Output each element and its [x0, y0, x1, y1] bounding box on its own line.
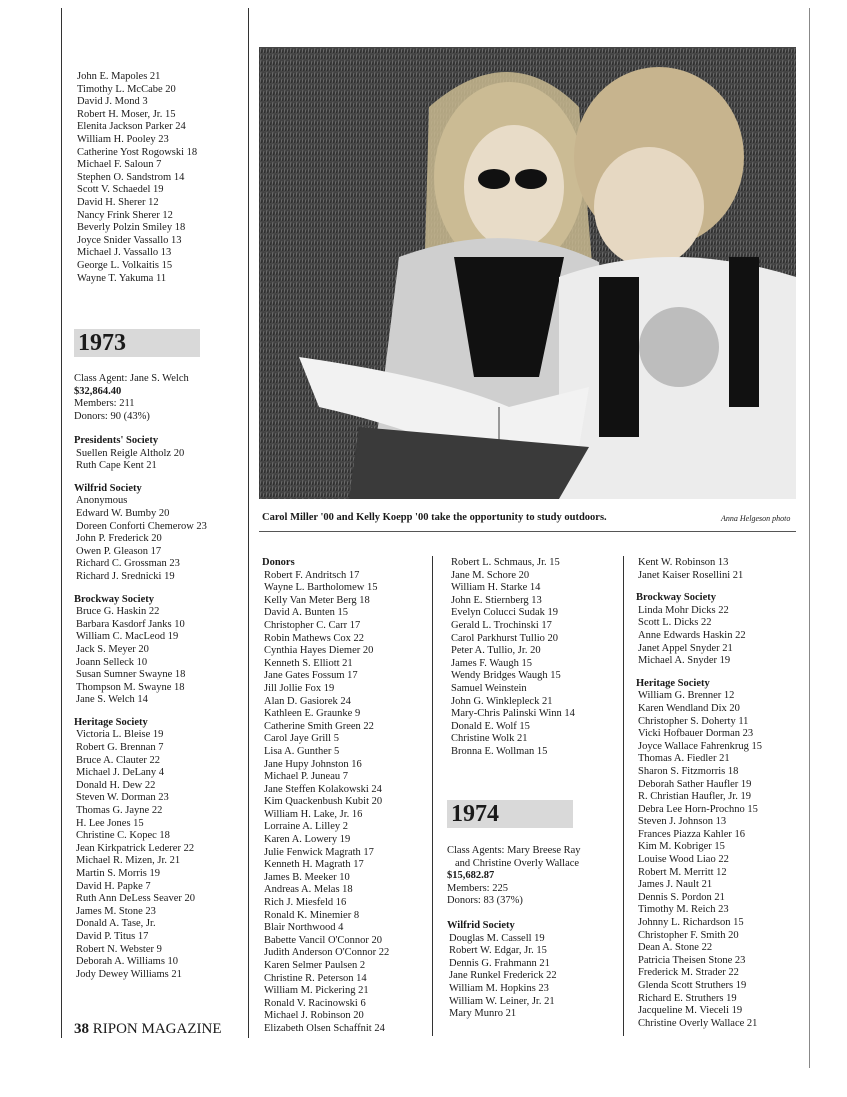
- brockway-society-list: [636, 605, 762, 668]
- list-item: Richard J. Srednicki 19: [76, 570, 175, 582]
- list-item: Owen P. Gleason 17: [76, 545, 162, 557]
- list-item: Carol Parkhurst Tullio 20: [451, 632, 559, 644]
- presidents-society-heading: Presidents' Society: [74, 435, 159, 446]
- list-item: Christine Wolk 21: [451, 733, 528, 745]
- list-item: Ruth Cape Kent 21: [76, 460, 157, 472]
- list-item: Thompson M. Swayne 18: [76, 681, 185, 693]
- list-item: Susan Sumner Swayne 18: [76, 669, 186, 681]
- list-item: David H. Sherer 12: [77, 196, 159, 208]
- list-item: Linda Mohr Dicks 22: [638, 604, 729, 616]
- list-item: Michael P. Juneau 7: [264, 771, 348, 783]
- list-item: Kenneth H. Magrath 17: [264, 859, 364, 871]
- list-item: Kim Quackenbush Kubit 20: [264, 796, 383, 808]
- list-item: Ronald V. Racinowski 6: [264, 997, 366, 1009]
- heritage-society-list: [636, 690, 762, 1030]
- list-item: Christopher F. Smith 20: [638, 929, 739, 941]
- list-item: Bronna E. Wollman 15: [451, 745, 548, 757]
- list-item: R. Christian Haufler, Jr. 19: [638, 791, 752, 803]
- class-1974-col4: [636, 557, 762, 1030]
- list-item: Karen A. Lowery 19: [264, 834, 351, 846]
- list-item: Donald E. Wolf 15: [451, 720, 530, 732]
- list-item: Robert G. Brennan 7: [76, 742, 164, 754]
- list-item: John P. Frederick 20: [76, 533, 162, 545]
- list-item: Thomas G. Jayne 22: [76, 805, 163, 817]
- list-item: David P. Titus 17: [76, 930, 149, 942]
- list-item: James B. Meeker 10: [264, 871, 350, 883]
- list-item: Doreen Conforti Chemerow 23: [76, 520, 207, 532]
- class-total-amount: $15,682.87: [447, 870, 495, 882]
- list-item: Jacqueline M. Vieceli 19: [638, 1005, 743, 1017]
- list-item: Debra Lee Horn-Prochno 15: [638, 803, 758, 815]
- year-1974-box: [447, 800, 573, 828]
- brockway-society-list: [74, 606, 207, 707]
- brockway-society-heading: Brockway Society: [636, 592, 717, 604]
- list-item: Rich J. Miesfeld 16: [264, 897, 347, 909]
- year-1973-box: [74, 329, 200, 357]
- list-item: James F. Waugh 15: [451, 657, 532, 669]
- list-item: Wendy Bridges Waugh 15: [451, 670, 561, 682]
- heritage-society-list: [74, 729, 207, 981]
- brockway-society-heading: Brockway Society: [74, 593, 155, 605]
- presidents-society-list: [74, 448, 207, 473]
- list-item: Blair Northwood 4: [264, 922, 344, 934]
- members-count: Members: 225: [447, 882, 508, 894]
- class-1974-info: [447, 845, 581, 908]
- list-item: William G. Brenner 12: [638, 690, 735, 702]
- class-1973-donors-continued: [449, 557, 575, 759]
- list-item: Christine R. Peterson 14: [264, 972, 367, 984]
- list-item: Michael A. Snyder 19: [638, 655, 731, 667]
- list-item: Dennis G. Frahmann 21: [449, 957, 550, 969]
- list-item: Robert W. Edgar, Jr. 15: [449, 945, 547, 957]
- list-item: Steven W. Dorman 23: [76, 792, 169, 804]
- list-item: Evelyn Colucci Sudak 19: [451, 607, 559, 619]
- list-item: David J. Mond 3: [77, 96, 148, 108]
- list-item: Christine C. Kopec 18: [76, 830, 170, 842]
- list-item: Nancy Frink Sherer 12: [77, 209, 173, 221]
- list-item: Timothy M. Reich 23: [638, 904, 729, 916]
- list-item: Catherine Yost Rogowski 18: [77, 146, 198, 158]
- list-item: Kent W. Robinson 13: [638, 557, 729, 568]
- column-rule-left: [61, 8, 62, 1038]
- list-item: Elenita Jackson Parker 24: [77, 121, 186, 133]
- list-item: Beverly Polzin Smiley 18: [77, 222, 186, 234]
- donors-count: Donors: 83 (37%): [447, 895, 523, 907]
- list-item: Johnny L. Richardson 15: [638, 917, 744, 929]
- column-rule-2: [432, 556, 433, 1036]
- list-item: H. Lee Jones 15: [76, 817, 144, 829]
- list-item: Christopher S. Doherty 11: [638, 715, 749, 727]
- list-item: Joyce Wallace Fahrenkrug 15: [638, 740, 763, 752]
- list-item: Peter A. Tullio, Jr. 20: [451, 645, 541, 657]
- list-item: Karen Selmer Paulsen 2: [264, 960, 366, 971]
- list-item: Steven J. Johnson 13: [638, 816, 727, 828]
- column-rule-3: [623, 556, 624, 1036]
- wilfrid-society-list-continued: [636, 557, 762, 582]
- list-item: Jack S. Meyer 20: [76, 643, 149, 655]
- list-item: Christopher C. Carr 17: [264, 619, 361, 631]
- list-item: Douglas M. Cassell 19: [449, 932, 545, 944]
- list-item: Jane M. Schore 20: [451, 569, 530, 581]
- list-item: William M. Pickering 21: [264, 985, 369, 997]
- donors-heading: Donors: [262, 557, 295, 568]
- list-item: Robert H. Moser, Jr. 15: [77, 108, 176, 120]
- wilfrid-society-list: [447, 933, 557, 1021]
- heritage-society-heading: Heritage Society: [636, 677, 710, 689]
- list-item: Scott V. Schaedel 19: [77, 184, 164, 196]
- list-item: Kelly Van Meter Berg 18: [264, 594, 370, 606]
- list-item: Jane Hupy Johnston 16: [264, 758, 362, 770]
- members-count: Members: 211: [74, 398, 135, 410]
- list-item: Jane Gates Fossum 17: [264, 670, 358, 682]
- photo-image: [259, 47, 796, 499]
- list-item: Thomas A. Fiedler 21: [638, 753, 730, 765]
- donors-list-continued: [449, 557, 575, 759]
- list-item: Samuel Weinstein: [451, 682, 527, 694]
- list-item: George L. Volkaitis 15: [77, 259, 173, 271]
- list-item: John E. Stiernberg 13: [451, 594, 542, 606]
- list-item: Patricia Theisen Stone 23: [638, 954, 746, 966]
- list-item: Frederick M. Strader 22: [638, 967, 739, 979]
- list-item: Robert F. Andritsch 17: [264, 569, 360, 581]
- class-agents-line-2: and Christine Overly Wallace: [455, 857, 580, 869]
- year-1974-heading: 1974: [451, 801, 499, 827]
- class-1973-info: [74, 373, 189, 423]
- list-item: Catherine Smith Green 22: [264, 720, 374, 732]
- list-item: Robin Mathews Cox 22: [264, 632, 365, 644]
- heritage-society-heading: Heritage Society: [74, 716, 148, 728]
- class-1973-societies: [74, 435, 207, 981]
- list-item: Stephen O. Sandstrom 14: [77, 171, 185, 183]
- list-item: John G. Winklepleck 21: [451, 695, 553, 707]
- list-item: Michael R. Mizen, Jr. 21: [76, 855, 181, 867]
- list-item: Kim M. Kobriger 15: [638, 841, 725, 853]
- year-1973-heading: 1973: [78, 330, 126, 356]
- class-1973-donors: [262, 557, 389, 1036]
- class-1972-continued-list: [75, 71, 197, 285]
- wilfrid-society-list: [74, 495, 207, 583]
- list-item: Ruth Ann DeLess Seaver 20: [76, 893, 195, 905]
- list-item: Ronald K. Minemier 8: [264, 909, 360, 921]
- list-item: Donald A. Tase, Jr.: [76, 918, 156, 930]
- page-edge-right: [809, 8, 810, 1068]
- photo-credit: Anna Helgeson photo: [721, 514, 791, 523]
- list-item: Wayne L. Bartholomew 15: [264, 582, 378, 594]
- list-item: Frances Piazza Kahler 16: [638, 828, 745, 840]
- list-item: Lorraine A. Lilley 2: [264, 821, 348, 833]
- list-item: Bruce A. Clauter 22: [76, 754, 160, 766]
- list-item: Jane Runkel Frederick 22: [449, 970, 557, 982]
- list-item: Suellen Reigle Altholz 20: [76, 447, 185, 459]
- list-item: William H. Starke 14: [451, 582, 541, 594]
- list-item: Anne Edwards Haskin 22: [638, 629, 746, 641]
- list-item: Kathleen E. Graunke 9: [264, 708, 361, 720]
- list-item: Richard C. Grossman 23: [76, 558, 180, 570]
- list-item: James J. Nault 21: [638, 879, 713, 891]
- list-item: Dennis S. Pordon 21: [638, 891, 725, 903]
- list-item: Dean A. Stone 22: [638, 942, 713, 954]
- list-item: Bruce G. Haskin 22: [76, 606, 160, 618]
- page-number: 38: [74, 1021, 89, 1037]
- list-item: Lisa A. Gunther 5: [264, 745, 340, 757]
- list-item: Louise Wood Liao 22: [638, 854, 729, 866]
- list-item: Gerald L. Trochinski 17: [451, 619, 552, 631]
- page-footer: [74, 1021, 222, 1038]
- list-item: William C. MacLeod 19: [76, 631, 179, 643]
- list-item: John E. Mapoles 21: [77, 71, 161, 82]
- class-1974-wilfrid: [447, 920, 557, 1021]
- list-item: Jane S. Welch 14: [76, 694, 148, 706]
- donors-list: [262, 570, 389, 1036]
- list-item: Cynthia Hayes Diemer 20: [264, 645, 374, 657]
- wilfrid-society-heading: Wilfrid Society: [74, 482, 142, 494]
- list-item: Deborah A. Williams 10: [76, 956, 179, 968]
- list-item: William M. Hopkins 23: [449, 982, 549, 994]
- class-agents-line-1: Class Agents: Mary Breese Ray: [447, 845, 581, 856]
- list-item: Jean Kirkpatrick Lederer 22: [76, 842, 195, 854]
- class-agent: Class Agent: Jane S. Welch: [74, 373, 189, 384]
- magazine-name: RIPON MAGAZINE: [92, 1021, 222, 1037]
- list-item: Joyce Snider Vassallo 13: [77, 234, 182, 246]
- list-item: Michael J. Robinson 20: [264, 1010, 364, 1022]
- list-item: Sharon S. Fitzmorris 18: [638, 765, 739, 777]
- list-item: Jody Dewey Williams 21: [76, 968, 182, 980]
- list-item: Donald H. Dew 22: [76, 779, 156, 791]
- list-item: Jill Jollie Fox 19: [264, 682, 335, 694]
- list-item: Karen Wendland Dix 20: [638, 702, 740, 714]
- list-item: Robert M. Merritt 12: [638, 866, 727, 878]
- wilfrid-society-heading: Wilfrid Society: [447, 920, 515, 931]
- list-item: Barbara Kasdorf Janks 10: [76, 618, 185, 630]
- list-item: William W. Leiner, Jr. 21: [449, 995, 555, 1007]
- list-item: Wayne T. Yakuma 11: [77, 272, 167, 284]
- list-item: Vicki Hofbauer Dorman 23: [638, 728, 754, 740]
- caption-rule: [259, 531, 796, 532]
- list-item: Michael J. DeLany 4: [76, 767, 165, 779]
- donors-count: Donors: 90 (43%): [74, 410, 150, 422]
- list-item: William H. Lake, Jr. 16: [264, 808, 363, 820]
- list-item: Glenda Scott Struthers 19: [638, 980, 747, 991]
- list-item: Judith Anderson O'Connor 22: [264, 947, 390, 959]
- list-item: James M. Stone 23: [76, 905, 156, 917]
- list-item: Mary-Chris Palinski Winn 14: [451, 708, 575, 720]
- list-item: Scott L. Dicks 22: [638, 617, 712, 629]
- list-item: Janet Kaiser Rosellini 21: [638, 569, 744, 581]
- list-item: Janet Appel Snyder 21: [638, 642, 733, 654]
- list-item: Elizabeth Olsen Schaffnit 24: [264, 1022, 385, 1034]
- column-rule-main: [248, 8, 249, 1038]
- students-reading-photo: [259, 47, 796, 499]
- list-item: Carol Jaye Grill 5: [264, 733, 339, 745]
- list-item: Victoria L. Bleise 19: [76, 729, 164, 741]
- list-item: William H. Pooley 23: [77, 133, 169, 145]
- class-total-amount: $32,864.40: [74, 385, 122, 397]
- list-item: Richard E. Struthers 19: [638, 992, 737, 1004]
- list-item: Joann Selleck 10: [76, 656, 148, 668]
- list-item: David A. Bunten 15: [264, 607, 348, 619]
- list-item: Robert L. Schmaus, Jr. 15: [451, 557, 560, 568]
- list-item: Martin S. Morris 19: [76, 868, 160, 879]
- list-item: Andreas A. Melas 18: [264, 884, 353, 896]
- list-item: Julie Fenwick Magrath 17: [264, 846, 374, 858]
- list-item: Deborah Sather Haufler 19: [638, 778, 752, 790]
- list-item: Mary Munro 21: [449, 1008, 517, 1020]
- list-item: Jane Steffen Kolakowski 24: [264, 783, 382, 795]
- list-item: Babette Vancil O'Connor 20: [264, 934, 383, 946]
- list-item: Alan D. Gasiorek 24: [264, 695, 351, 707]
- list-item: Christine Overly Wallace 21: [638, 1017, 758, 1029]
- list-item: Edward W. Bumby 20: [76, 507, 170, 519]
- list-item: Kenneth S. Elliott 21: [264, 657, 353, 669]
- list-item: Timothy L. McCabe 20: [77, 83, 176, 95]
- list-item: Michael F. Saloun 7: [77, 159, 162, 171]
- list-item: Robert N. Webster 9: [76, 943, 162, 955]
- list-item: David H. Papke 7: [76, 880, 151, 892]
- photo-caption: Carol Miller '00 and Kelly Koepp '00 take the opportunity to study outdoors.: [262, 512, 607, 523]
- list-item: Michael J. Vassallo 13: [77, 247, 172, 259]
- list-item: Anonymous: [76, 495, 128, 507]
